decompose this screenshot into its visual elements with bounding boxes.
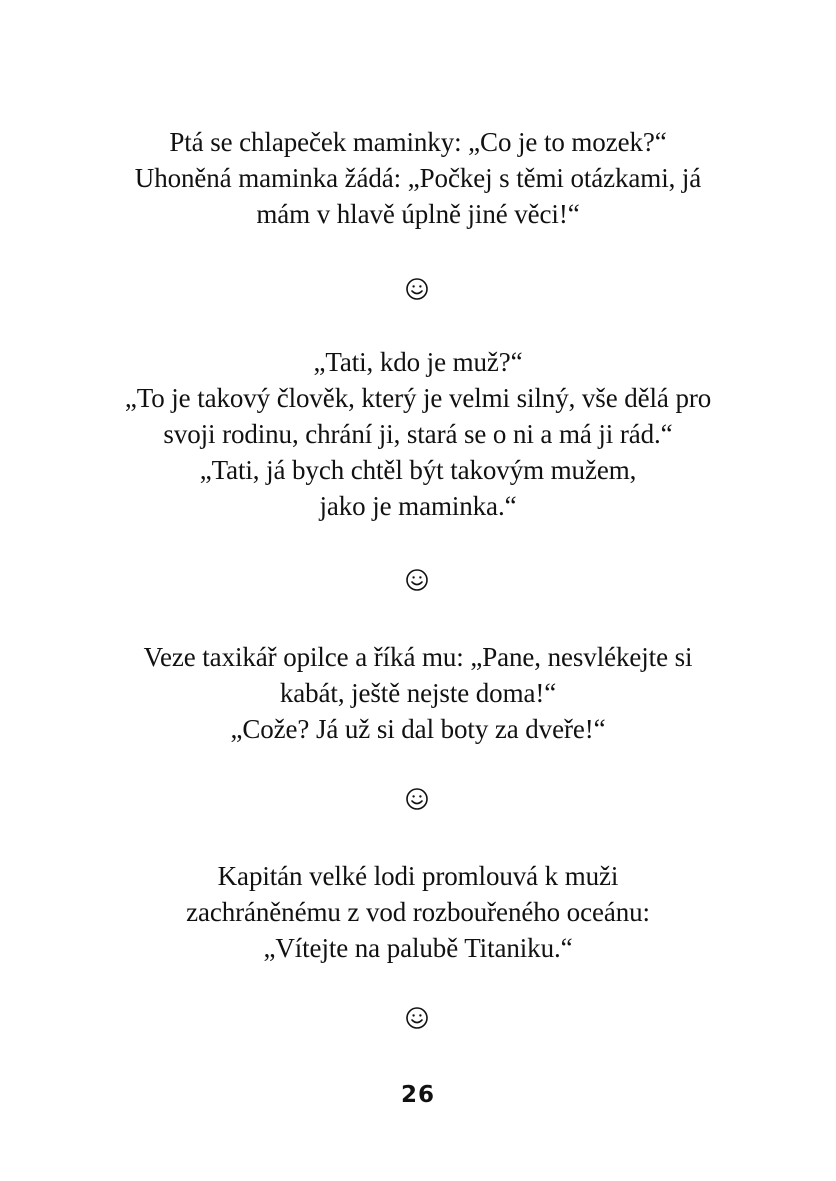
joke-line: Uhoněná maminka žádá: „Počkej s těmi otázkami, já bbox=[134, 163, 702, 193]
joke-brain bbox=[0, 124, 836, 232]
joke-man bbox=[0, 344, 836, 524]
joke-line: jako je maminka.“ bbox=[319, 491, 517, 521]
joke-line: zachráněnému z vod rozbouřeného oceánu: bbox=[186, 897, 650, 927]
joke-line: „Tati, kdo je muž?“ bbox=[313, 347, 523, 377]
joke-line: Kapitán velké lodi promlouvá k muži bbox=[217, 861, 619, 891]
joke-line: kabát, ještě nejste doma!“ bbox=[279, 678, 557, 708]
smiley-face-icon bbox=[405, 787, 429, 811]
joke-line: Veze taxikář opilce a říká mu: „Pane, nesvlékejte si bbox=[143, 642, 693, 672]
smiley-face-icon bbox=[405, 1006, 429, 1030]
joke-line: mám v hlavě úplně jiné věci!“ bbox=[256, 199, 580, 229]
smiley-face-icon bbox=[405, 568, 429, 592]
smiley-face-icon bbox=[405, 277, 429, 301]
joke-line: „To je takový člověk, který je velmi silný, vše dělá pro bbox=[124, 383, 712, 413]
joke-line: „Tati, já bych chtěl být takovým mužem, bbox=[199, 455, 637, 485]
joke-line: svoji rodinu, chrání ji, stará se o ni a má ji rád.“ bbox=[163, 419, 673, 449]
joke-titanic bbox=[0, 858, 836, 966]
joke-taxi bbox=[0, 639, 836, 747]
joke-line: Ptá se chlapeček maminky: „Co je to mozek?“ bbox=[169, 127, 667, 157]
page-number: 26 bbox=[400, 1082, 435, 1108]
joke-line: „Cože? Já už si dal boty za dveře!“ bbox=[230, 714, 606, 744]
joke-line: „Vítejte na palubě Titaniku.“ bbox=[263, 933, 573, 963]
